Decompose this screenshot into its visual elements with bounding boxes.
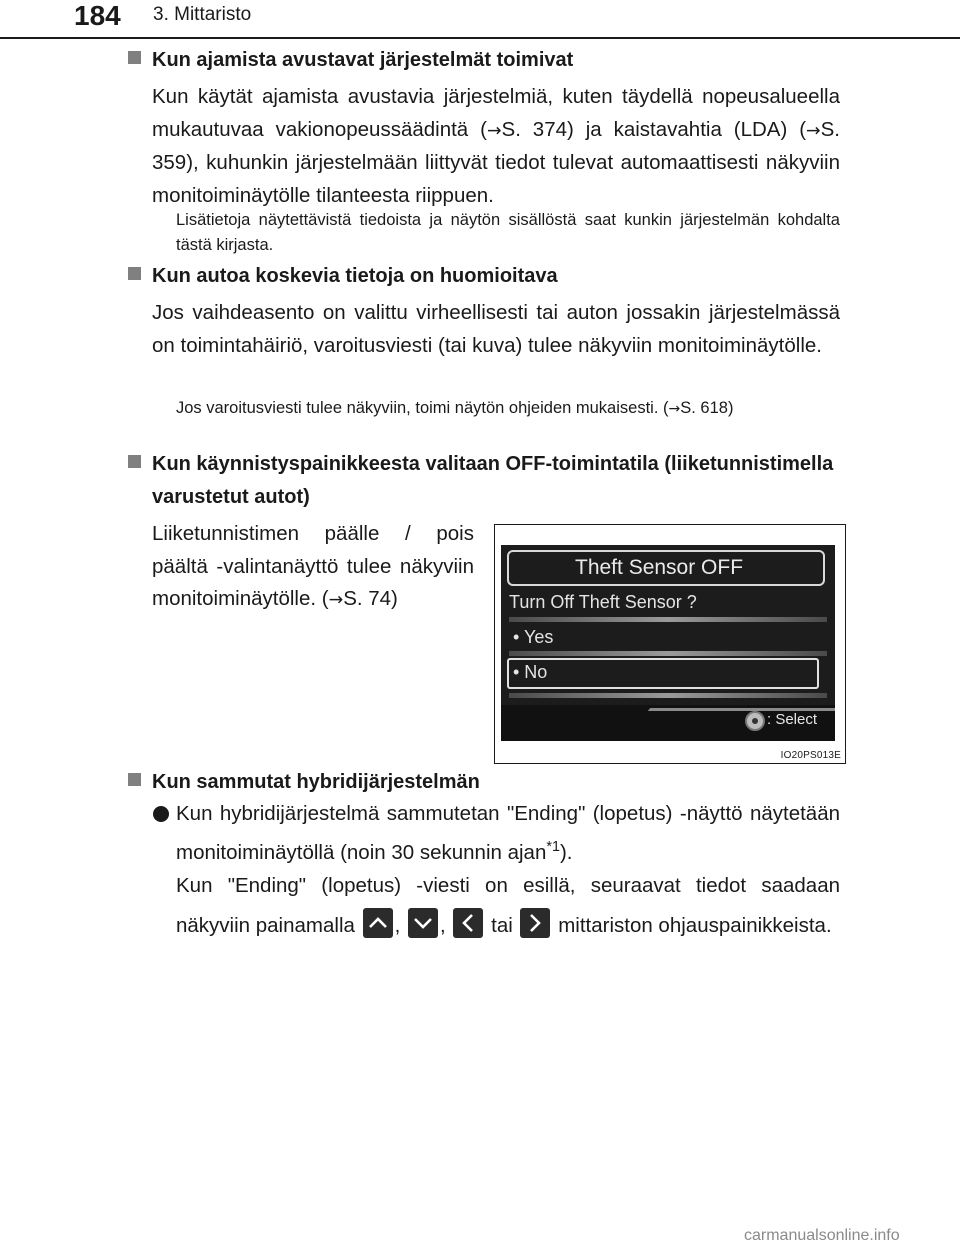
section-heading: Kun käynnistyspainikkeesta valitaan OFF-toimintatila (liiketunnistimella varustetut autot) xyxy=(128,448,840,514)
note-paragraph: Jos varoitusviesti tulee näkyviin, toimi näytön ohjeiden mukaisesti. (→S. 618) xyxy=(176,399,734,417)
section-heading: Kun autoa koskevia tietoja on huomioitava xyxy=(128,260,558,293)
watermark: carmanualsonline.info xyxy=(744,1227,900,1244)
page-number: 184 xyxy=(74,0,121,31)
round-bullet-icon xyxy=(153,806,169,822)
screen-title: Theft Sensor OFF xyxy=(507,550,825,586)
select-hint: : Select xyxy=(767,711,818,728)
body-paragraph: Kun käytät ajamista avustavia järjestelmiä, kuten täydellä nopeusalueella mukautuvaa vakionopeussäädintä (→S. 374) ja kaistavahtia (LDA) (→S. 359), kuhunkin järjestelmään liittyvät tiedot tulevat automaattisesti näkyviin monitoiminäytölle tilanteesta riippuen. xyxy=(152,85,840,207)
chapter-title: 3. Mittaristo xyxy=(153,4,252,25)
figure-code: IO20PS013E xyxy=(780,750,841,761)
screen-separator xyxy=(509,617,827,622)
multi-information-display xyxy=(501,545,835,741)
option-no: • No xyxy=(513,662,548,682)
bullet-paragraph: Kun "Ending" (lopetus) -viesti on esillä, seuraavat tiedot saadaan näkyviin painamalla , , tai mittariston ohjauspainikkeista. xyxy=(176,874,840,937)
square-bullet-icon xyxy=(128,455,141,468)
option-yes: • Yes xyxy=(513,627,554,647)
header-rule xyxy=(0,37,960,39)
note-paragraph: Lisätietoja näytettävistä tiedoista ja näytön sisällöstä saat kunkin järjestelmän kohdalta tästä kirjasta. xyxy=(176,211,840,254)
figure-theft-sensor xyxy=(494,524,846,764)
body-paragraph: Jos vaihdeasento on valittu virheellisesti tai auton jossakin järjestelmässä on toimintahäiriö, varoitusviesti (tai kuva) tulee näkyviin monitoiminäytölle. xyxy=(152,301,840,357)
chevron-up-icon xyxy=(363,908,393,938)
screen-question: Turn Off Theft Sensor ? xyxy=(509,592,697,612)
arrow-icon: → xyxy=(486,120,502,141)
arrow-icon: → xyxy=(668,401,681,417)
section-heading: Kun ajamista avustavat järjestelmät toimivat xyxy=(128,44,573,77)
chevron-down-icon xyxy=(408,908,438,938)
screen-separator xyxy=(509,693,827,698)
chevron-right-icon xyxy=(520,908,550,938)
arrow-icon: → xyxy=(806,120,821,141)
chevron-left-icon xyxy=(453,908,483,938)
body-paragraph: Liiketunnistimen päälle / pois päältä -valintanäyttö tulee näkyviin monitoiminäytölle. (→S. 74) xyxy=(152,522,474,610)
screen-separator xyxy=(509,651,827,656)
section-heading: Kun sammutat hybridijärjestelmän xyxy=(128,766,480,799)
bullet-paragraph: Kun hybridijärjestelmä sammutetan "Ending" (lopetus) -näyttö näytetään monitoiminäytöllä (noin 30 sekunnin ajan$^{*1}$). xyxy=(176,802,840,864)
select-knob-icon xyxy=(745,711,765,731)
selected-option-box xyxy=(507,658,819,689)
square-bullet-icon xyxy=(128,267,141,280)
square-bullet-icon xyxy=(128,773,141,786)
arrow-icon: → xyxy=(328,590,344,610)
square-bullet-icon xyxy=(128,51,141,64)
